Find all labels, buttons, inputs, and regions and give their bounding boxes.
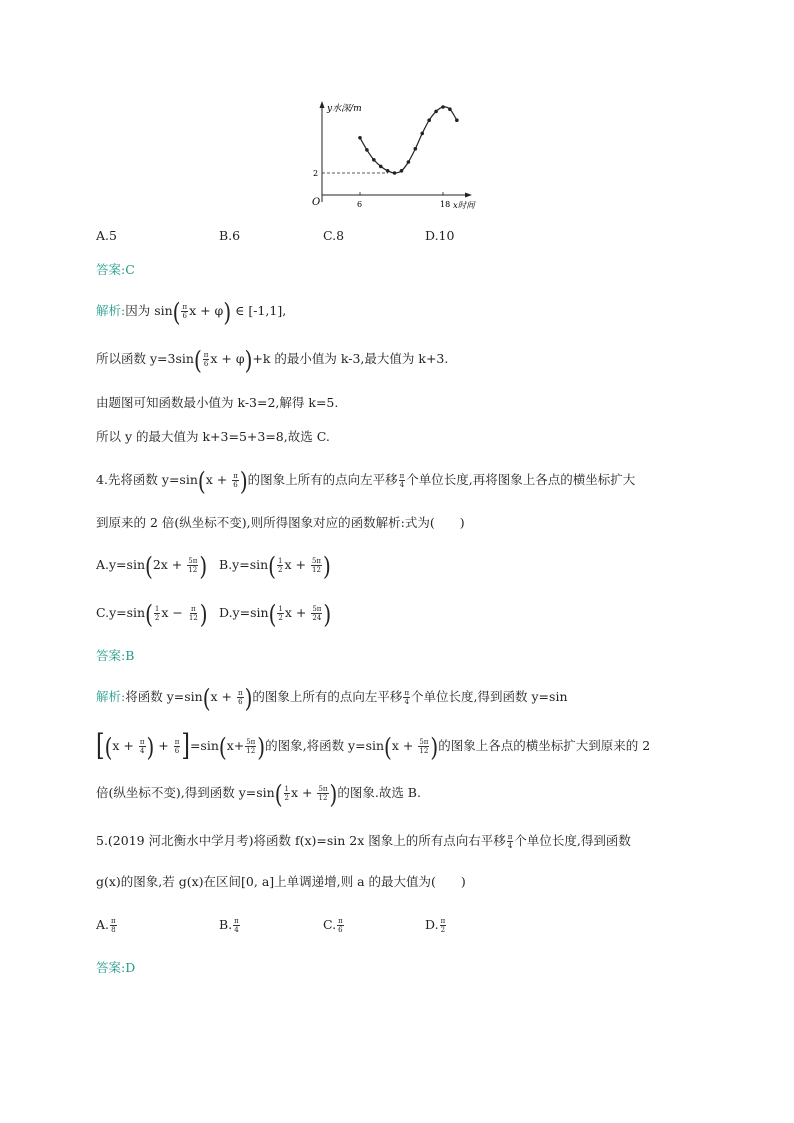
x-axis-arrow — [465, 193, 472, 198]
data-point — [379, 165, 383, 169]
water-depth-graph — [300, 98, 500, 216]
q3-analysis-line2: 所以函数 y=3sin( $\frac{\pi}{6}$ x + φ)+k 的最小值为 k-3,最大值为 k+3. — [96, 344, 449, 375]
q3-option-a: A.5 — [96, 228, 117, 243]
data-point — [427, 118, 431, 122]
data-point — [434, 110, 438, 114]
q4-stem-line2: 到原来的 2 倍(纵坐标不变),则所得图象对应的函数解析:式为( ) — [96, 515, 465, 530]
data-point — [393, 171, 397, 175]
q3-analysis-line1: 解析:因为 sin( $\frac{\pi}{6}$ x + φ) ∈ [-1,1], — [96, 296, 287, 327]
x-tick-6: 6 — [357, 200, 363, 209]
q4-option-b: B.y=sin( $\frac{1}{2}$ x + $\frac{5\pi}{12}$ ) — [219, 550, 331, 581]
q4-analysis-line3: 倍(纵坐标不变),得到函数 y=sin( $\frac{1}{2}$ x + $\frac{5\pi}{12}$ )的图象.故选 B. — [96, 778, 421, 809]
q4-option-a: A.y=sin(2x + $\frac{5\pi}{12}$ ) — [96, 550, 208, 581]
data-point — [455, 118, 459, 122]
q5-option-d: D. $\frac{\pi}{2}$ — [425, 917, 446, 934]
analysis-label: 解析: — [96, 303, 126, 318]
x-tick-18: 18 — [440, 200, 451, 209]
data-point — [372, 158, 376, 162]
q3-answer: 答案:C — [96, 262, 135, 277]
fraction: $\frac{\pi}{6}$ — [203, 351, 209, 368]
q3-analysis-line3: 由题图可知函数最小值为 k-3=2,解得 k=5. — [96, 395, 339, 410]
q5-option-b: B. $\frac{\pi}{4}$ — [219, 917, 239, 934]
q4-answer: 答案:B — [96, 648, 135, 663]
q3-option-b: B.6 — [219, 228, 241, 243]
data-point — [407, 160, 411, 164]
q5-option-a: A. $\frac{\pi}{8}$ — [96, 917, 116, 934]
data-point — [386, 169, 390, 173]
q3-option-c: C.8 — [323, 228, 345, 243]
y-axis-arrow — [320, 101, 325, 108]
q4-option-c: C.y=sin( $\frac{1}{2}$ x − $\frac{\pi}{12}$ ) — [96, 598, 208, 629]
y-tick-2: 2 — [313, 169, 319, 178]
q4-option-d: D.y=sin( $\frac{1}{2}$ x + $\frac{5\pi}{24}$ ) — [219, 598, 332, 629]
y-axis-label: y水深/m — [327, 104, 362, 114]
q5-stem-line2: g(x)的图象,若 g(x)在区间[0, a]上单调递增,则 a 的最大值为( ) — [96, 874, 466, 889]
fraction: $\frac{\pi}{6}$ — [182, 303, 188, 320]
q4-analysis-line1: 解析:将函数 y=sin(x + $\frac{\pi}{6}$ )的图象上所有的点向左平移 $\frac{\pi}{4}$ 个单位长度,得到函数 y=sin — [96, 682, 568, 713]
q5-stem-line1: 5.(2019 河北衡水中学月考)将函数 f(x)=sin 2x 图象上的所有点向右平移 $\frac{\pi}{4}$ 个单位长度,得到函数 — [96, 833, 631, 850]
q3-option-d: D.10 — [425, 228, 455, 243]
q5-option-c: C. $\frac{\pi}{6}$ — [323, 917, 343, 934]
data-point — [358, 136, 362, 140]
data-point — [420, 132, 424, 136]
data-point — [414, 147, 418, 151]
q3-analysis-line4: 所以 y 的最大值为 k+3=5+3=8,故选 C. — [96, 429, 330, 444]
q5-answer: 答案:D — [96, 960, 136, 975]
data-point — [441, 105, 445, 109]
origin-label: O — [312, 197, 321, 208]
data-point — [400, 169, 404, 173]
q4-analysis-line2: [(x + $\frac{\pi}{4}$ ) + $\frac{\pi}{6}$ ]=sin(x+ $\frac{5\pi}{12}$ )的图象,将函数 y=sin(x + $\frac{5\pi}{12}$ )的图象上各点的横坐标扩大到原来的 2 — [96, 728, 651, 763]
data-point — [448, 107, 452, 111]
data-point — [365, 148, 369, 152]
q4-stem-line1: 4.先将函数 y=sin(x + $\frac{\pi}{6}$ )的图象上所有的点向左平移 $\frac{\pi}{4}$ 个单位长度,再将图象上各点的横坐标扩大 — [96, 465, 636, 496]
x-axis-label: x时间 — [453, 201, 475, 211]
